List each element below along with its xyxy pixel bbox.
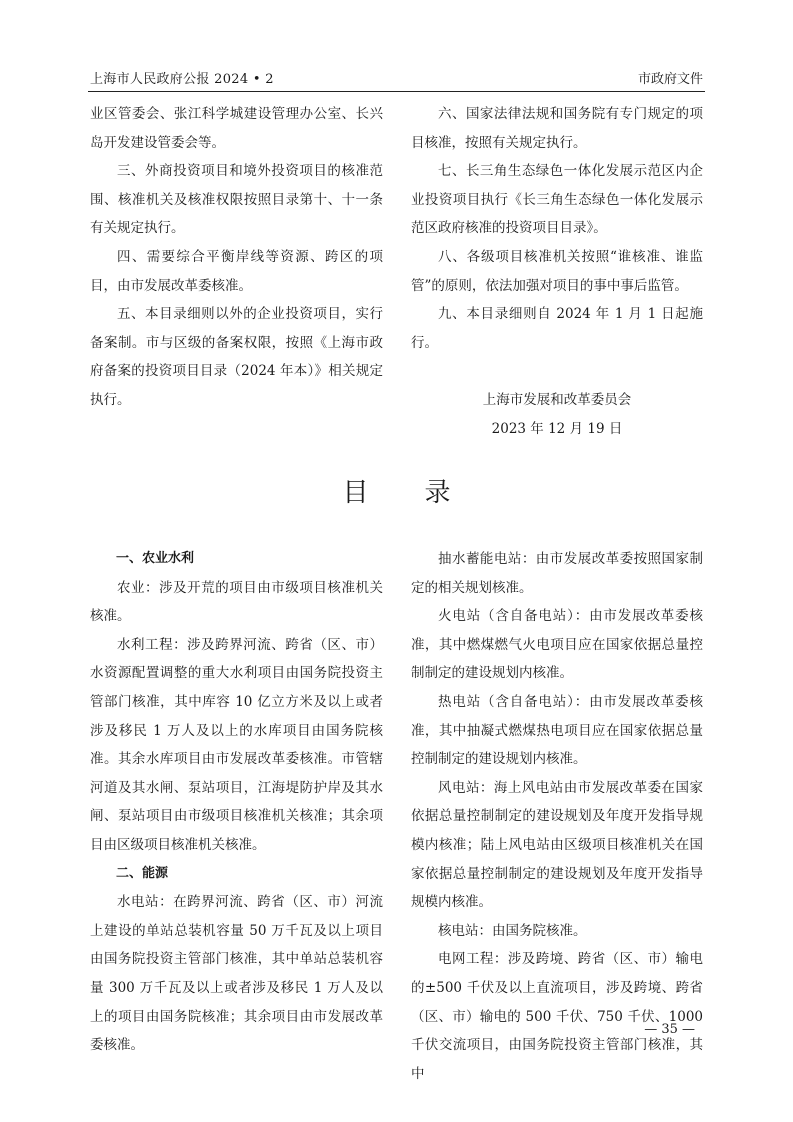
section-heading: 一、农业水利 xyxy=(116,551,195,566)
paragraph: 抽水蓄能电站：由市发展改革委按照国家制定的相关规划核准。 xyxy=(411,551,703,596)
toc-title-char: 录 xyxy=(424,478,451,508)
paragraph: 核电站：由国务院核准。 xyxy=(438,922,587,939)
paragraph: 四、需要综合平衡岸线等资源、跨区的项目，由市发展改革委核准。 xyxy=(90,248,383,294)
paragraph: 火电站（含自备电站）：由市发展改革委核准，其中燃煤燃气火电项目应在国家依据总量控制制定的建设规划内核准。 xyxy=(411,608,703,682)
paragraph: 三、外商投资项目和境外投资项目的核准范围、核准机关及核准权限按照目录第十、十一条有关规定执行。 xyxy=(90,163,383,237)
paragraph: 五、本目录细则以外的企业投资项目，实行备案制。市与区级的备案权限，按照《上海市政府备案的投资项目目录（2024 年本）》相关规定执行。 xyxy=(90,306,383,408)
top-left-column xyxy=(90,100,383,415)
page-number: — 35 — xyxy=(644,1022,695,1037)
paragraph: 热电站（含自备电站）：由市发展改革委核准，其中抽凝式燃煤热电项目应在国家依据总量控制制定的建设规划内核准。 xyxy=(411,693,703,768)
toc-title xyxy=(0,472,793,509)
paragraph: 电网工程：涉及跨境、跨省（区、市）输电的±500 千伏及以上直流项目，涉及跨境、跨省（区、市）输电的 500 千伏、750 千伏、1000 千伏交流项目，由国务院投资主管部门核准，其中 xyxy=(411,951,703,1082)
top-right-column xyxy=(411,100,703,443)
paragraph: 风电站：海上风电站由市发展改革委在国家依据总量控制制定的建设规划及年度开发指导规模内核准；陆上风电站由区级项目核准机关在国家依据总量控制制定的建设规划及年度开发指导规模内核准。 xyxy=(411,779,703,911)
bottom-right-column xyxy=(411,545,703,1088)
paragraph: 九、本目录细则自 2024 年 1 月 1 日起施行。 xyxy=(411,306,703,351)
paragraph: 七、长三角生态绿色一体化发展示范区内企业投资项目执行《长三角生态绿色一体化发展示范区政府核准的投资项目目录》。 xyxy=(411,163,703,237)
paragraph: 水电站：在跨界河流、跨省（区、市）河流上建设的单站总装机容量 50 万千瓦及以上项目由国务院投资主管部门核准，其中单站总装机容量 300 万千瓦及以上或者涉及移民 1 万人及以上的项目由国务院核准；其余项目由市发展改革委核准。 xyxy=(90,894,383,1054)
signature-date: 2023 年 12 月 19 日 xyxy=(491,420,623,437)
toc-title-char: 目 xyxy=(342,478,369,508)
header-publication: 上海市人民政府公报 2024 • 2 xyxy=(90,72,274,87)
paragraph: 水利工程：涉及跨界河流、跨省（区、市）水资源配置调整的重大水利项目由国务院投资主管部门核准，其中库容 10 亿立方米及以上或者涉及移民 1 万人及以上的水库项目由国务院核准。其余水库项目由市发展改革委核准。市管辖河道及其水闸、泵站项目，江海堤防护岸及其水闸、泵站项目由市级项目核准机关核准；其余项目由区级项目核准机关核准。 xyxy=(90,636,383,853)
signature-org: 上海市发展和改革委员会 xyxy=(482,391,632,408)
paragraph: 八、各级项目核准机关按照“谁核准、谁监管”的原则，依法加强对项目的事中事后监管。 xyxy=(411,248,703,294)
section-heading: 二、能源 xyxy=(116,865,169,881)
header-divider xyxy=(88,91,705,92)
paragraph: 六、国家法律法规和国务院有专门规定的项目核准，按照有关规定执行。 xyxy=(411,106,703,151)
paragraph: 业区管委会、张江科学城建设管理办公室、长兴岛开发建设管委会等。 xyxy=(90,106,383,151)
header-section: 市政府文件 xyxy=(637,72,703,87)
paragraph: 农业：涉及开荒的项目由市级项目核准机关核准。 xyxy=(90,579,383,625)
bottom-left-column xyxy=(90,545,383,1060)
